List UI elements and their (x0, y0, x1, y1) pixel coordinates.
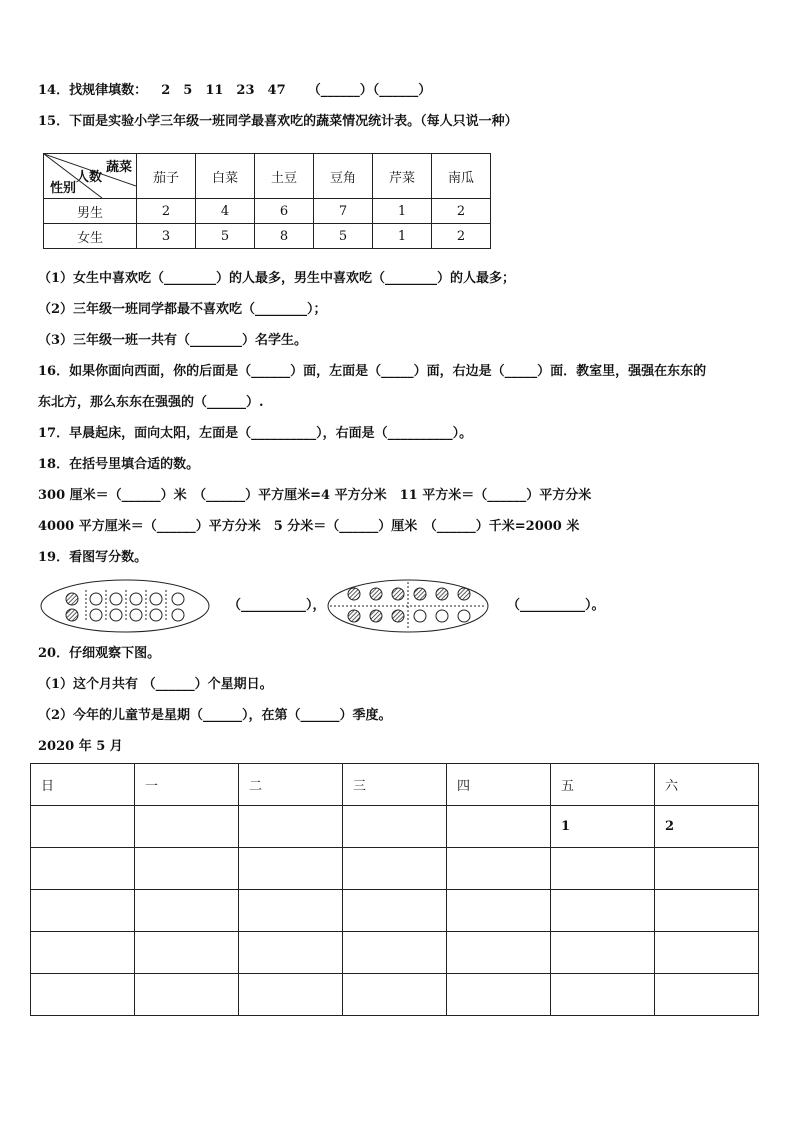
q17-text[interactable]: 早晨起床，面向太阳，左面是（__________），右面是（__________）。 (69, 426, 473, 441)
calendar-cell[interactable] (31, 974, 135, 1016)
q17-number: 17． (38, 426, 70, 441)
q16-number: 16． (38, 364, 70, 379)
calendar-header-row (31, 764, 759, 806)
calendar-cell[interactable] (655, 890, 759, 932)
calendar-cell[interactable] (135, 806, 239, 848)
calendar-cell[interactable] (343, 806, 447, 848)
question-14 (38, 82, 431, 100)
calendar-cell[interactable] (239, 890, 343, 932)
weekday-header: 三 (343, 764, 447, 806)
calendar-week-row (31, 974, 759, 1016)
header-count: 人数 (76, 170, 103, 185)
calendar-cell[interactable] (135, 974, 239, 1016)
question-17 (38, 425, 472, 443)
table-cell: 8 (255, 224, 314, 249)
q15-text: 下面是实验小学三年级一班同学最喜欢吃的蔬菜情况统计表。（每人只说一种） (69, 114, 518, 129)
header-gender: 性别 (50, 181, 77, 196)
q16-line2[interactable]: 东北方，那么东东在强强的（______）. (38, 395, 264, 410)
table-diagonal-header (44, 154, 137, 199)
calendar-cell[interactable] (239, 974, 343, 1016)
calendar-cell[interactable] (655, 974, 759, 1016)
column-header: 芹菜 (373, 154, 432, 199)
calendar-week-row (31, 806, 759, 848)
table-cell: 1 (373, 224, 432, 249)
table-cell: 6 (255, 199, 314, 224)
q15-sub1[interactable]: （1）女生中喜欢吃（________）的人最多，男生中喜欢吃（________）的人最多； (38, 271, 516, 286)
calendar-cell[interactable] (447, 932, 551, 974)
weekday-header: 四 (447, 764, 551, 806)
calendar-cell[interactable] (655, 932, 759, 974)
column-header: 土豆 (255, 154, 314, 199)
calendar-cell[interactable] (239, 848, 343, 890)
question-19 (38, 549, 147, 567)
calendar-week-row (31, 932, 759, 974)
column-header: 茄子 (137, 154, 196, 199)
table-cell: 2 (432, 199, 491, 224)
table-row (44, 224, 491, 249)
column-header: 南瓜 (432, 154, 491, 199)
calendar-cell[interactable] (31, 890, 135, 932)
q15-sub2[interactable]: （2）三年级一班同学都最不喜欢吃（________）； (38, 302, 327, 317)
calendar-cell[interactable] (551, 974, 655, 1016)
table-cell: 4 (196, 199, 255, 224)
calendar (30, 763, 759, 1016)
calendar-cell[interactable] (447, 974, 551, 1016)
table-row (44, 199, 491, 224)
calendar-week-row (31, 848, 759, 890)
q14-blanks[interactable]: （______）（______） (307, 83, 432, 98)
calendar-cell[interactable] (447, 890, 551, 932)
fraction-figure-2 (328, 580, 488, 632)
q14-text: 找规律填数： (69, 83, 148, 98)
calendar-cell[interactable] (135, 848, 239, 890)
q20-text: 仔细观察下图。 (69, 646, 161, 661)
calendar-cell[interactable] (31, 932, 135, 974)
calendar-cell[interactable]: 2 (655, 806, 759, 848)
calendar-cell[interactable] (655, 848, 759, 890)
weekday-header: 六 (655, 764, 759, 806)
table-cell: 7 (314, 199, 373, 224)
row-label: 男生 (44, 199, 137, 224)
fraction-figure-1 (41, 580, 209, 632)
question-18 (38, 456, 199, 474)
table-cell: 2 (137, 199, 196, 224)
q18-number: 18． (38, 457, 70, 472)
weekday-header: 一 (135, 764, 239, 806)
weekday-header: 二 (239, 764, 343, 806)
weekday-header: 五 (551, 764, 655, 806)
table-cell: 5 (196, 224, 255, 249)
calendar-cell[interactable] (343, 848, 447, 890)
calendar-cell[interactable] (239, 932, 343, 974)
weekday-header: 日 (31, 764, 135, 806)
vegetable-table (43, 153, 491, 249)
calendar-cell[interactable] (31, 806, 135, 848)
calendar-cell[interactable] (135, 890, 239, 932)
q18-line2[interactable]: 4000 平方厘米＝（______）平方分米 5 分米＝（______）厘米 （______）千米=2000 米 (38, 519, 580, 534)
question-20 (38, 645, 160, 663)
q14-sequence: 2 5 11 23 47 (161, 83, 286, 98)
calendar-cell[interactable] (343, 890, 447, 932)
table-cell: 3 (137, 224, 196, 249)
column-header: 白菜 (196, 154, 255, 199)
question-16 (38, 363, 706, 381)
calendar-cell[interactable] (31, 848, 135, 890)
q20-sub2[interactable]: （2）今年的儿童节是星期（______），在第（______）季度。 (38, 708, 392, 723)
row-label: 女生 (44, 224, 137, 249)
calendar-cell[interactable] (551, 932, 655, 974)
header-vegetable: 蔬菜 (105, 160, 132, 175)
calendar-cell[interactable] (343, 932, 447, 974)
q18-text: 在括号里填合适的数。 (69, 457, 200, 472)
q16-line1[interactable]: 如果你面向西面，你的后面是（______）面，左面是（_____）面，右边是（_____）面．教室里，强强在东东的 (69, 364, 707, 379)
calendar-cell[interactable] (239, 806, 343, 848)
table-cell: 5 (314, 224, 373, 249)
calendar-cell[interactable] (343, 974, 447, 1016)
q15-number: 15． (38, 114, 70, 129)
calendar-cell[interactable] (551, 890, 655, 932)
calendar-cell[interactable] (551, 848, 655, 890)
q15-sub3[interactable]: （3）三年级一班一共有（________）名学生。 (38, 333, 308, 348)
calendar-cell[interactable] (447, 806, 551, 848)
question-15 (38, 113, 518, 131)
column-header: 豆角 (314, 154, 373, 199)
calendar-cell[interactable]: 1 (551, 806, 655, 848)
q19-blank-2[interactable]: （__________）。 (507, 598, 605, 613)
calendar-cell[interactable] (135, 932, 239, 974)
q18-line1[interactable]: 300 厘米＝（______）米 （______）平方厘米=4 平方分米 11 平方米＝（______）平方分米 (38, 488, 592, 503)
table-cell: 1 (373, 199, 432, 224)
q19-blank-1[interactable]: （__________）， (228, 598, 326, 613)
q19-number: 19． (38, 550, 70, 565)
q14-number: 14． (38, 83, 70, 98)
calendar-title: 2020 年 5 月 (38, 739, 123, 754)
table-cell: 2 (432, 224, 491, 249)
q20-sub1[interactable]: （1）这个月共有 （______）个星期日。 (38, 677, 273, 692)
calendar-cell[interactable] (447, 848, 551, 890)
q20-number: 20． (38, 646, 70, 661)
calendar-week-row (31, 890, 759, 932)
q19-text: 看图写分数。 (69, 550, 148, 565)
